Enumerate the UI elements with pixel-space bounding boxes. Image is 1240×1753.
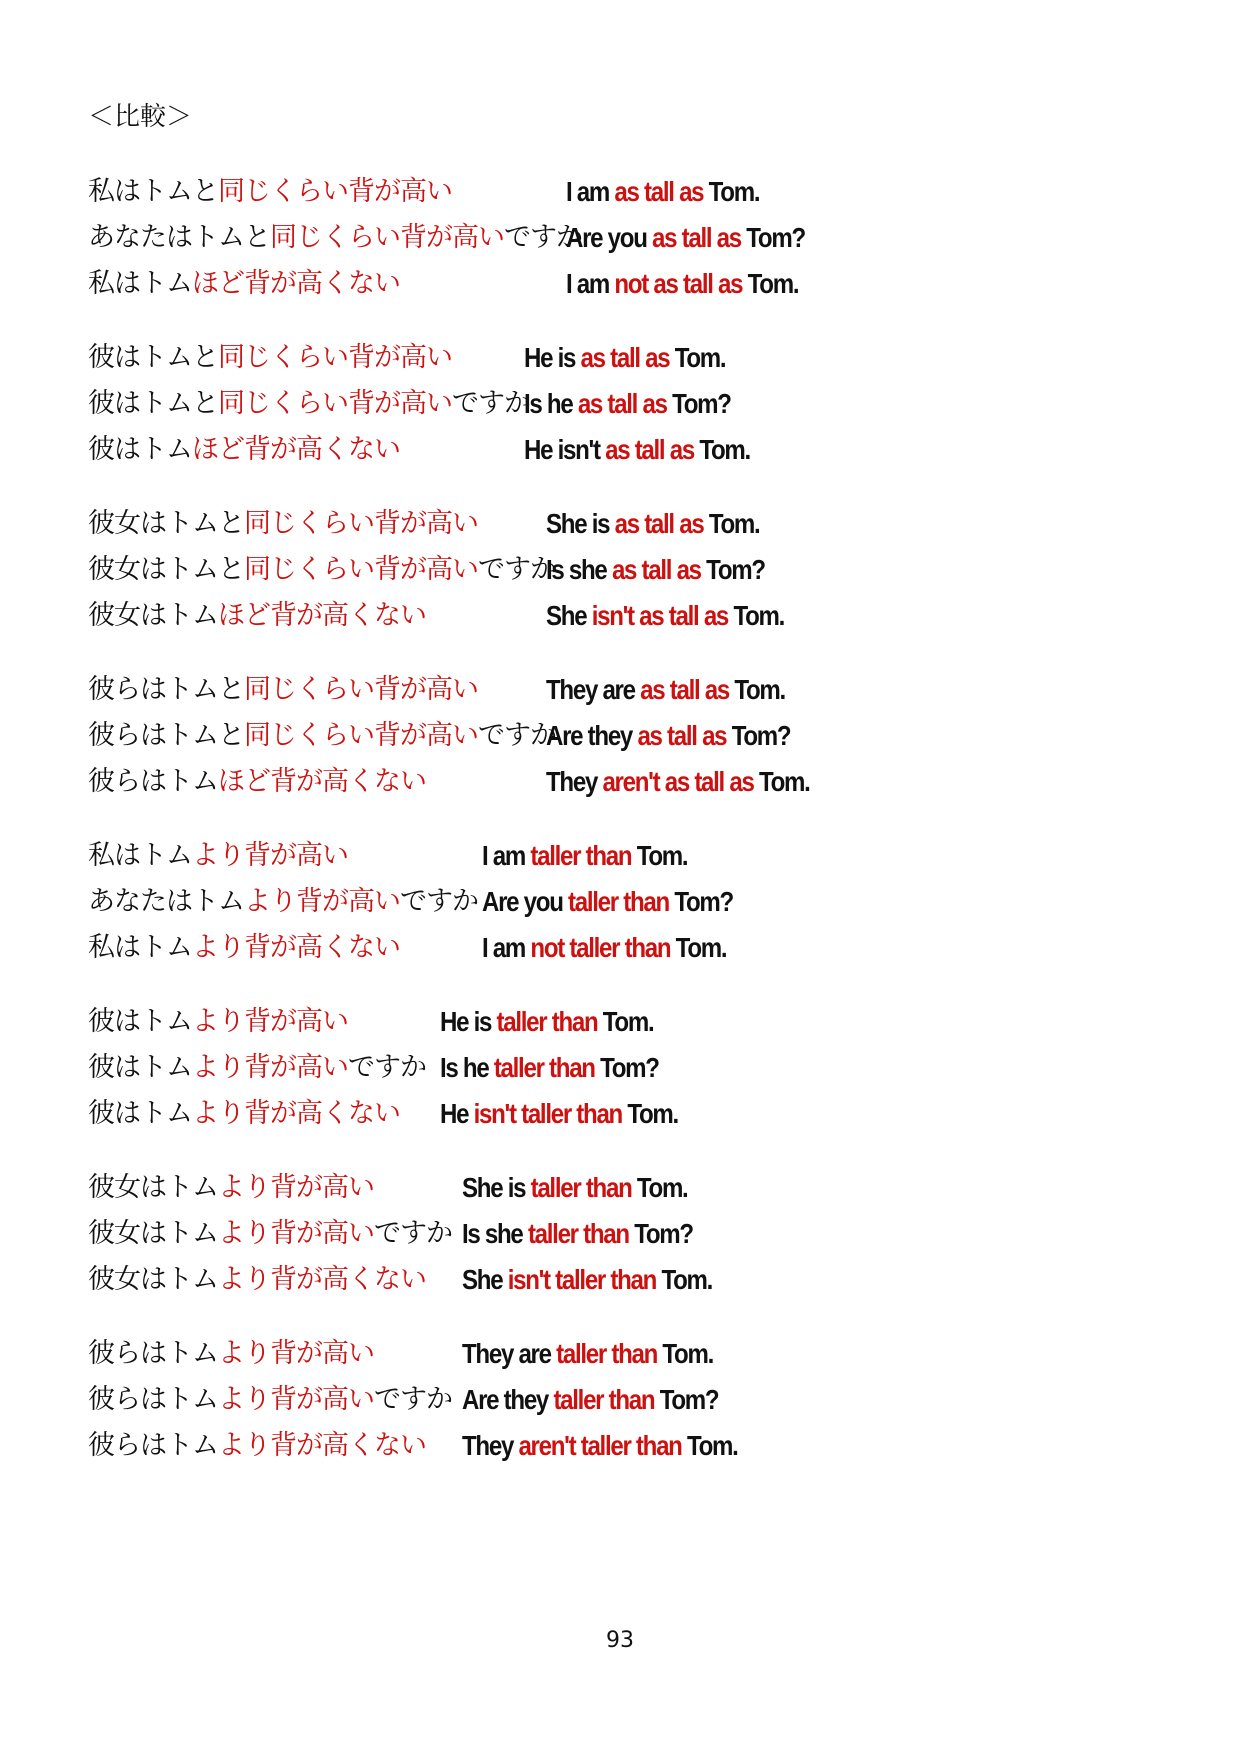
sentence-row [88,1094,1188,1140]
japanese-text: 彼らはトム [88,1338,218,1369]
english-text: Tom. [597,1006,654,1037]
japanese-highlight: 同じくらい背が高い [244,508,478,539]
sentence-group [88,836,1188,974]
japanese-highlight: より背が高い [192,840,348,871]
japanese-text: 彼らはトム [88,766,218,797]
japanese-text: 彼はトム [88,1052,192,1083]
page-title: ＜比較＞ [88,102,193,132]
english-text: Tom? [594,1052,659,1083]
english-sentence [482,836,687,876]
english-highlight: as tall as [652,222,741,253]
english-highlight: as tall as [614,176,704,207]
japanese-text: 彼はトムと [88,388,218,419]
japanese-highlight: 同じくらい背が高い [244,674,478,705]
english-text: They [546,766,603,797]
japanese-text: あなたはトムと [88,222,270,253]
english-text: I am [482,932,531,963]
japanese-text: 彼はトム [88,434,192,465]
english-highlight: taller than [496,1006,598,1037]
japanese-sentence [88,882,478,922]
english-highlight: as tall as [577,388,667,419]
english-text: They are [462,1338,557,1369]
english-text: Tom. [703,176,760,207]
english-highlight: as tall as [614,508,704,539]
japanese-highlight: 同じくらい背が高い [218,388,452,419]
sentence-row [88,882,1188,928]
english-text: Tom. [670,932,727,963]
english-highlight: isn't taller than [507,1264,657,1295]
japanese-sentence [88,1094,400,1134]
japanese-text: 彼らはトム [88,1384,218,1415]
english-text: Tom? [666,388,731,419]
english-text: Tom. [657,1338,713,1369]
english-text: They are [546,674,641,705]
english-text: Tom. [728,674,785,705]
japanese-sentence [88,218,582,258]
english-text: Tom. [681,1430,738,1461]
english-highlight: taller than [530,1172,632,1203]
japanese-sentence [88,1002,348,1042]
english-highlight: as tall as [637,720,727,751]
english-text: He [440,1098,474,1129]
japanese-text: ですか [504,222,582,253]
sentence-row [88,1380,1188,1426]
japanese-text: 彼らはトムと [88,720,244,751]
sentence-group [88,338,1188,476]
english-highlight: taller than [556,1338,658,1369]
japanese-text: 彼はトム [88,1098,192,1129]
english-text: Is he [524,388,578,419]
english-sentence [566,264,798,304]
english-sentence [462,1426,738,1466]
sentence-row [88,762,1188,808]
sentence-group [88,172,1188,310]
sentence-group [88,1168,1188,1306]
english-sentence [462,1260,712,1300]
japanese-text: ですか [452,388,530,419]
english-sentence [524,384,731,424]
japanese-sentence [88,550,556,590]
sentence-row [88,430,1188,476]
english-text: Tom? [740,222,805,253]
japanese-highlight: より背が高い [192,1052,348,1083]
english-text: I am [566,268,615,299]
japanese-highlight: より背が高い [218,1338,374,1369]
japanese-text: 私はトムと [88,176,218,207]
english-highlight: not as tall as [614,268,743,299]
english-sentence [482,928,726,968]
sentence-row [88,338,1188,384]
japanese-highlight: より背が高くない [192,932,400,963]
english-text: Tom. [621,1098,678,1129]
sentence-row [88,716,1188,762]
english-highlight: as tall as [640,674,729,705]
japanese-sentence [88,716,556,756]
english-text: Tom? [654,1384,719,1415]
english-text: She is [462,1172,531,1203]
japanese-text: 彼女はトムと [88,508,244,539]
english-text: They [462,1430,519,1461]
english-text: Are they [462,1384,554,1415]
english-sentence [566,172,759,212]
english-text: She is [546,508,615,539]
english-text: Tom. [703,508,760,539]
sentence-row [88,1048,1188,1094]
english-text: He is [440,1006,497,1037]
english-text: Tom. [742,268,799,299]
english-text: Tom. [753,766,810,797]
japanese-text: 彼はトム [88,1006,192,1037]
japanese-text: 彼女はトム [88,600,218,631]
english-sentence [546,762,810,802]
japanese-text: 彼はトムと [88,342,218,373]
japanese-text: 彼女はトム [88,1218,218,1249]
japanese-text: 私はトム [88,840,192,871]
japanese-sentence [88,338,452,378]
english-highlight: isn't taller than [473,1098,622,1129]
japanese-text: 私はトム [88,932,192,963]
english-text: He is [524,342,581,373]
english-sentence [482,882,733,922]
page-number: 93 [606,1628,634,1653]
japanese-sentence [88,670,478,710]
japanese-highlight: より背が高くない [218,1430,426,1461]
japanese-text: 私はトム [88,268,192,299]
japanese-text: ですか [478,554,556,585]
sentence-row [88,384,1188,430]
sentence-row [88,1002,1188,1048]
japanese-sentence [88,264,400,304]
english-sentence [546,670,785,710]
english-sentence [546,550,765,590]
english-text: Tom? [726,720,791,751]
sentence-row [88,1214,1188,1260]
sentence-group [88,1002,1188,1140]
english-text: Is she [546,554,612,585]
english-sentence [462,1380,718,1420]
english-sentence [462,1168,687,1208]
english-sentence [462,1334,713,1374]
japanese-highlight: より背が高くない [218,1264,426,1295]
japanese-highlight: より背が高い [218,1384,374,1415]
sentence-row [88,596,1188,642]
english-highlight: taller than [527,1218,629,1249]
english-text: Tom. [656,1264,713,1295]
japanese-text: 彼女はトム [88,1172,218,1203]
japanese-text: あなたはトム [88,886,244,917]
japanese-highlight: 同じくらい背が高い [218,176,452,207]
english-text: Tom? [668,886,733,917]
japanese-highlight: ほど背が高くない [192,434,400,465]
english-sentence [440,1094,678,1134]
japanese-highlight: ほど背が高くない [192,268,400,299]
japanese-text: ですか [374,1384,452,1415]
sentence-row [88,1426,1188,1472]
japanese-text: 彼らはトムと [88,674,244,705]
english-highlight: as tall as [605,434,694,465]
japanese-sentence [88,836,348,876]
english-text: Tom? [700,554,765,585]
sentence-row [88,218,1188,264]
japanese-text: 彼らはトム [88,1430,218,1461]
english-text: Tom? [628,1218,693,1249]
english-text: Tom. [728,600,785,631]
japanese-highlight: 同じくらい背が高い [244,720,478,751]
english-text: Tom. [631,1172,688,1203]
english-text: Tom. [631,840,688,871]
japanese-highlight: より背が高い [218,1218,374,1249]
japanese-sentence [88,1334,374,1374]
japanese-sentence [88,1048,426,1088]
english-text: Tom. [693,434,750,465]
english-text: Are you [482,886,569,917]
english-sentence [546,596,784,636]
japanese-text: ですか [478,720,556,751]
sentence-group [88,1334,1188,1472]
japanese-text: ですか [348,1052,426,1083]
japanese-text: ですか [400,886,478,917]
japanese-highlight: より背が高くない [192,1098,400,1129]
sentence-row [88,172,1188,218]
english-sentence [546,716,790,756]
english-text: Are you [566,222,653,253]
english-sentence [524,338,725,378]
japanese-sentence [88,1168,374,1208]
sentence-row [88,1260,1188,1306]
sentence-row [88,1168,1188,1214]
japanese-text: ですか [374,1218,452,1249]
english-sentence [440,1002,653,1042]
sentence-row [88,264,1188,310]
japanese-highlight: より背が高い [192,1006,348,1037]
english-highlight: isn't as tall as [591,600,729,631]
japanese-highlight: より背が高い [244,886,400,917]
english-highlight: taller than [493,1052,595,1083]
english-sentence [440,1048,659,1088]
japanese-sentence [88,504,478,544]
japanese-sentence [88,1214,452,1254]
sentence-row [88,1334,1188,1380]
sentence-row [88,504,1188,550]
japanese-highlight: より背が高い [218,1172,374,1203]
sentence-row [88,928,1188,974]
english-highlight: aren't taller than [518,1430,682,1461]
english-text: She [546,600,592,631]
japanese-sentence [88,1260,426,1300]
english-text: Is he [440,1052,494,1083]
japanese-highlight: 同じくらい背が高い [270,222,504,253]
japanese-text: 彼女はトム [88,1264,218,1295]
english-highlight: taller than [568,886,669,917]
japanese-sentence [88,1426,426,1466]
japanese-sentence [88,1380,452,1420]
sentence-row [88,836,1188,882]
japanese-highlight: ほど背が高くない [218,600,426,631]
english-highlight: taller than [553,1384,655,1415]
sentence-row [88,550,1188,596]
sentence-group [88,504,1188,642]
japanese-text: 彼女はトムと [88,554,244,585]
english-sentence [566,218,805,258]
sentence-group [88,670,1188,808]
english-text: He isn't [524,434,606,465]
english-sentence [546,504,759,544]
english-text: Is she [462,1218,528,1249]
english-highlight: as tall as [580,342,670,373]
english-highlight: not taller than [530,932,671,963]
english-text: Tom. [669,342,726,373]
japanese-highlight: 同じくらい背が高い [244,554,478,585]
english-highlight: aren't as tall as [602,766,754,797]
japanese-sentence [88,596,426,636]
japanese-sentence [88,928,400,968]
english-text: She [462,1264,508,1295]
japanese-highlight: 同じくらい背が高い [218,342,452,373]
english-text: Are they [546,720,638,751]
english-sentence [462,1214,693,1254]
english-text: I am [482,840,531,871]
english-sentence [524,430,750,470]
english-highlight: taller than [530,840,632,871]
japanese-sentence [88,172,452,212]
japanese-sentence [88,430,400,470]
english-highlight: as tall as [611,554,701,585]
japanese-sentence [88,384,530,424]
japanese-sentence [88,762,426,802]
sentence-row [88,670,1188,716]
japanese-highlight: ほど背が高くない [218,766,426,797]
english-text: I am [566,176,615,207]
